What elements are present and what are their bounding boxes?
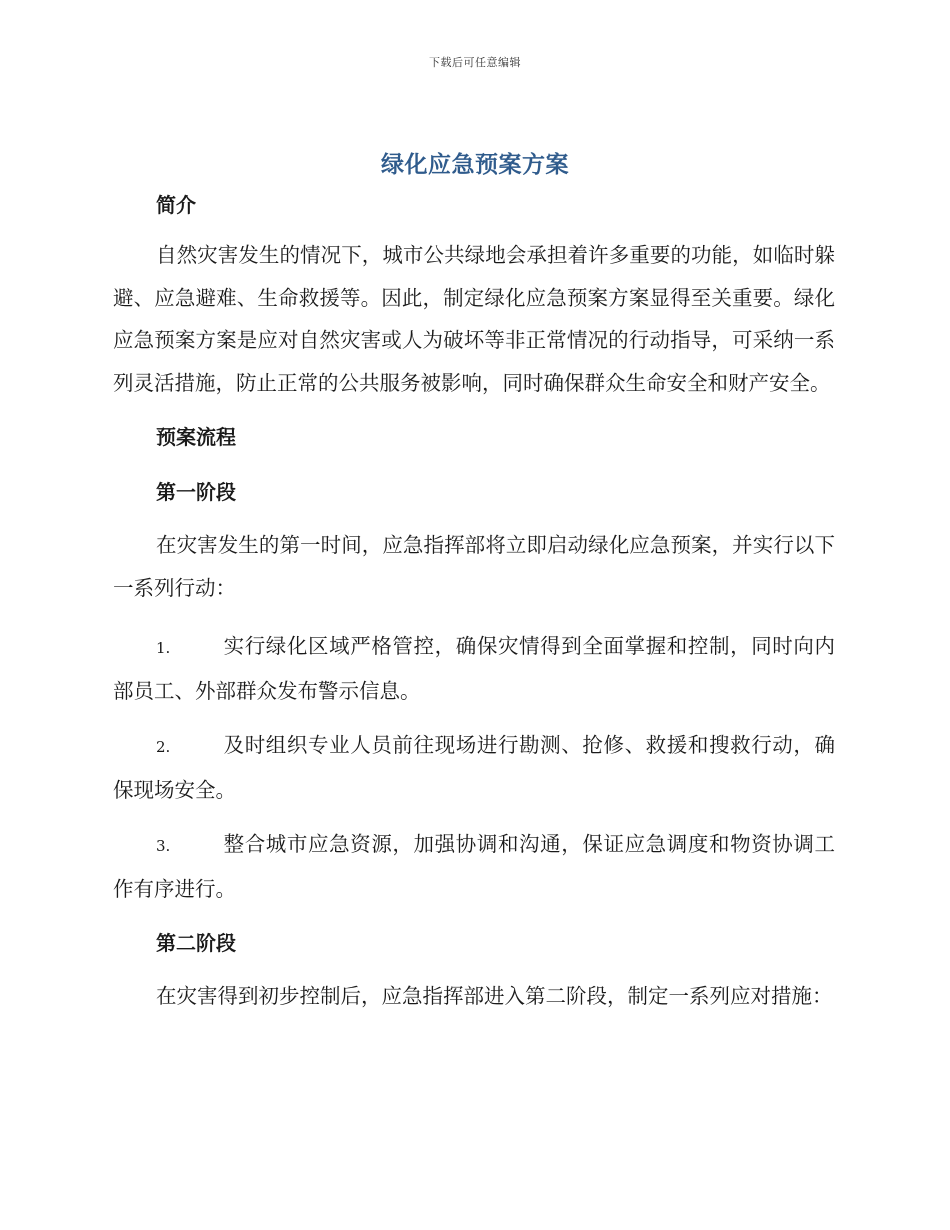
document-body	[113, 188, 835, 1018]
list-item	[113, 823, 835, 910]
stage2-paragraph: 在灾害得到初步控制后，应急指挥部进入第二阶段，制定一系列应对措施：	[156, 984, 833, 1008]
list-text: 及时组织专业人员前往现场进行勘测、抢修、救援和搜救行动，确保现场安全。	[113, 733, 835, 802]
intro-paragraph: 自然灾害发生的情况下，城市公共绿地会承担着许多重要的功能，如临时躲避、应急避难、生命救援等。因此，制定绿化应急预案方案显得至关重要。绿化应急预案方案是应对自然灾害或人为破坏等非正常情况的行动指导，可采纳一系列灵活措施，防止正常的公共服务被影响，同时确保群众生命安全和财产安全。	[113, 243, 835, 395]
stage2-heading: 第二阶段	[156, 931, 236, 955]
stage1-paragraph: 在灾害发生的第一时间，应急指挥部将立即启动绿化应急预案，并实行以下一系列行动：	[113, 533, 835, 600]
page-header: 下载后可任意编辑	[429, 56, 521, 69]
list-number: 3.	[156, 837, 171, 855]
list-item	[113, 625, 835, 712]
stage1-heading: 第一阶段	[156, 480, 236, 504]
list-text: 整合城市应急资源，加强协调和沟通，保证应急调度和物资协调工作有序进行。	[113, 832, 835, 901]
list-number: 2.	[156, 738, 171, 756]
process-heading: 预案流程	[156, 425, 236, 449]
document-title: 绿化应急预案方案	[381, 152, 569, 178]
list-text: 实行绿化区域严格管控，确保灾情得到全面掌握和控制，同时向内部员工、外部群众发布警示信息。	[113, 634, 835, 703]
list-item	[113, 724, 835, 811]
list-number: 1.	[156, 639, 171, 657]
intro-heading: 简介	[156, 193, 196, 217]
